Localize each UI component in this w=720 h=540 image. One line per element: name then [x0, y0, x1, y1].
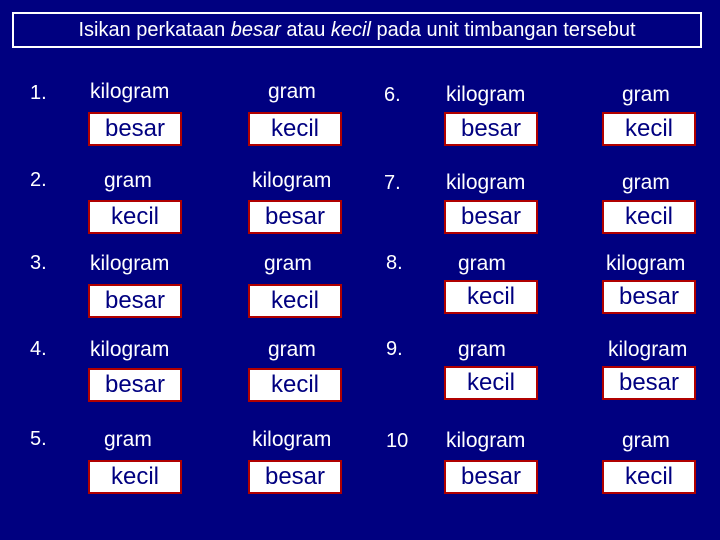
item-1-unit-left: kilogram — [90, 80, 170, 103]
item-1-box-right[interactable]: kecil — [248, 112, 342, 146]
item-9-unit-right: kilogram — [608, 338, 688, 361]
item-3-unit-right: gram — [264, 252, 312, 275]
item-9-box-left[interactable]: kecil — [444, 366, 538, 400]
title-word-kecil: kecil — [330, 19, 371, 41]
item-2-box-left[interactable]: kecil — [88, 200, 182, 234]
item-2-number: 2. — [30, 169, 47, 191]
title-text-3: pada unit timbangan tersebut — [370, 19, 636, 41]
item-5-box-left[interactable]: kecil — [88, 460, 182, 494]
item-8-unit-left: gram — [458, 252, 506, 275]
item-9-box-right[interactable]: besar — [602, 366, 696, 400]
item-10-unit-right: gram — [622, 429, 670, 452]
item-1-number: 1. — [30, 82, 47, 104]
title-word-besar: besar — [230, 19, 281, 41]
item-3-box-right[interactable]: kecil — [248, 284, 342, 318]
item-9-unit-left: gram — [458, 338, 506, 361]
item-4-box-right[interactable]: kecil — [248, 368, 342, 402]
item-10-number: 10 — [386, 430, 409, 452]
item-1-box-left[interactable]: besar — [88, 112, 182, 146]
item-2-unit-right: kilogram — [252, 169, 332, 192]
item-7-box-right[interactable]: kecil — [602, 200, 696, 234]
item-4-box-left[interactable]: besar — [88, 368, 182, 402]
item-1-unit-right: gram — [268, 80, 316, 103]
item-6-unit-left: kilogram — [446, 83, 526, 106]
title-text-1: Isikan perkataan — [78, 19, 231, 41]
item-8-unit-right: kilogram — [606, 252, 686, 275]
item-5-unit-right: kilogram — [252, 428, 332, 451]
item-7-number: 7. — [384, 172, 401, 194]
item-5-number: 5. — [30, 428, 47, 450]
item-7-unit-right: gram — [622, 171, 670, 194]
item-4-unit-left: kilogram — [90, 338, 170, 361]
title-text-2: atau — [280, 19, 331, 41]
item-5-box-right[interactable]: besar — [248, 460, 342, 494]
item-9-number: 9. — [386, 338, 403, 360]
item-6-box-right[interactable]: kecil — [602, 112, 696, 146]
item-8-box-right[interactable]: besar — [602, 280, 696, 314]
item-4-unit-right: gram — [268, 338, 316, 361]
item-10-box-left[interactable]: besar — [444, 460, 538, 494]
item-10-unit-left: kilogram — [446, 429, 526, 452]
item-8-box-left[interactable]: kecil — [444, 280, 538, 314]
item-3-unit-left: kilogram — [90, 252, 170, 275]
item-6-box-left[interactable]: besar — [444, 112, 538, 146]
item-4-number: 4. — [30, 338, 47, 360]
item-6-unit-right: gram — [622, 83, 670, 106]
item-2-unit-left: gram — [104, 169, 152, 192]
item-6-number: 6. — [384, 84, 401, 106]
item-8-number: 8. — [386, 252, 403, 274]
item-10-box-right[interactable]: kecil — [602, 460, 696, 494]
item-5-unit-left: gram — [104, 428, 152, 451]
item-2-box-right[interactable]: besar — [248, 200, 342, 234]
item-7-unit-left: kilogram — [446, 171, 526, 194]
item-3-box-left[interactable]: besar — [88, 284, 182, 318]
item-3-number: 3. — [30, 252, 47, 274]
item-7-box-left[interactable]: besar — [444, 200, 538, 234]
instruction-title — [12, 12, 702, 48]
